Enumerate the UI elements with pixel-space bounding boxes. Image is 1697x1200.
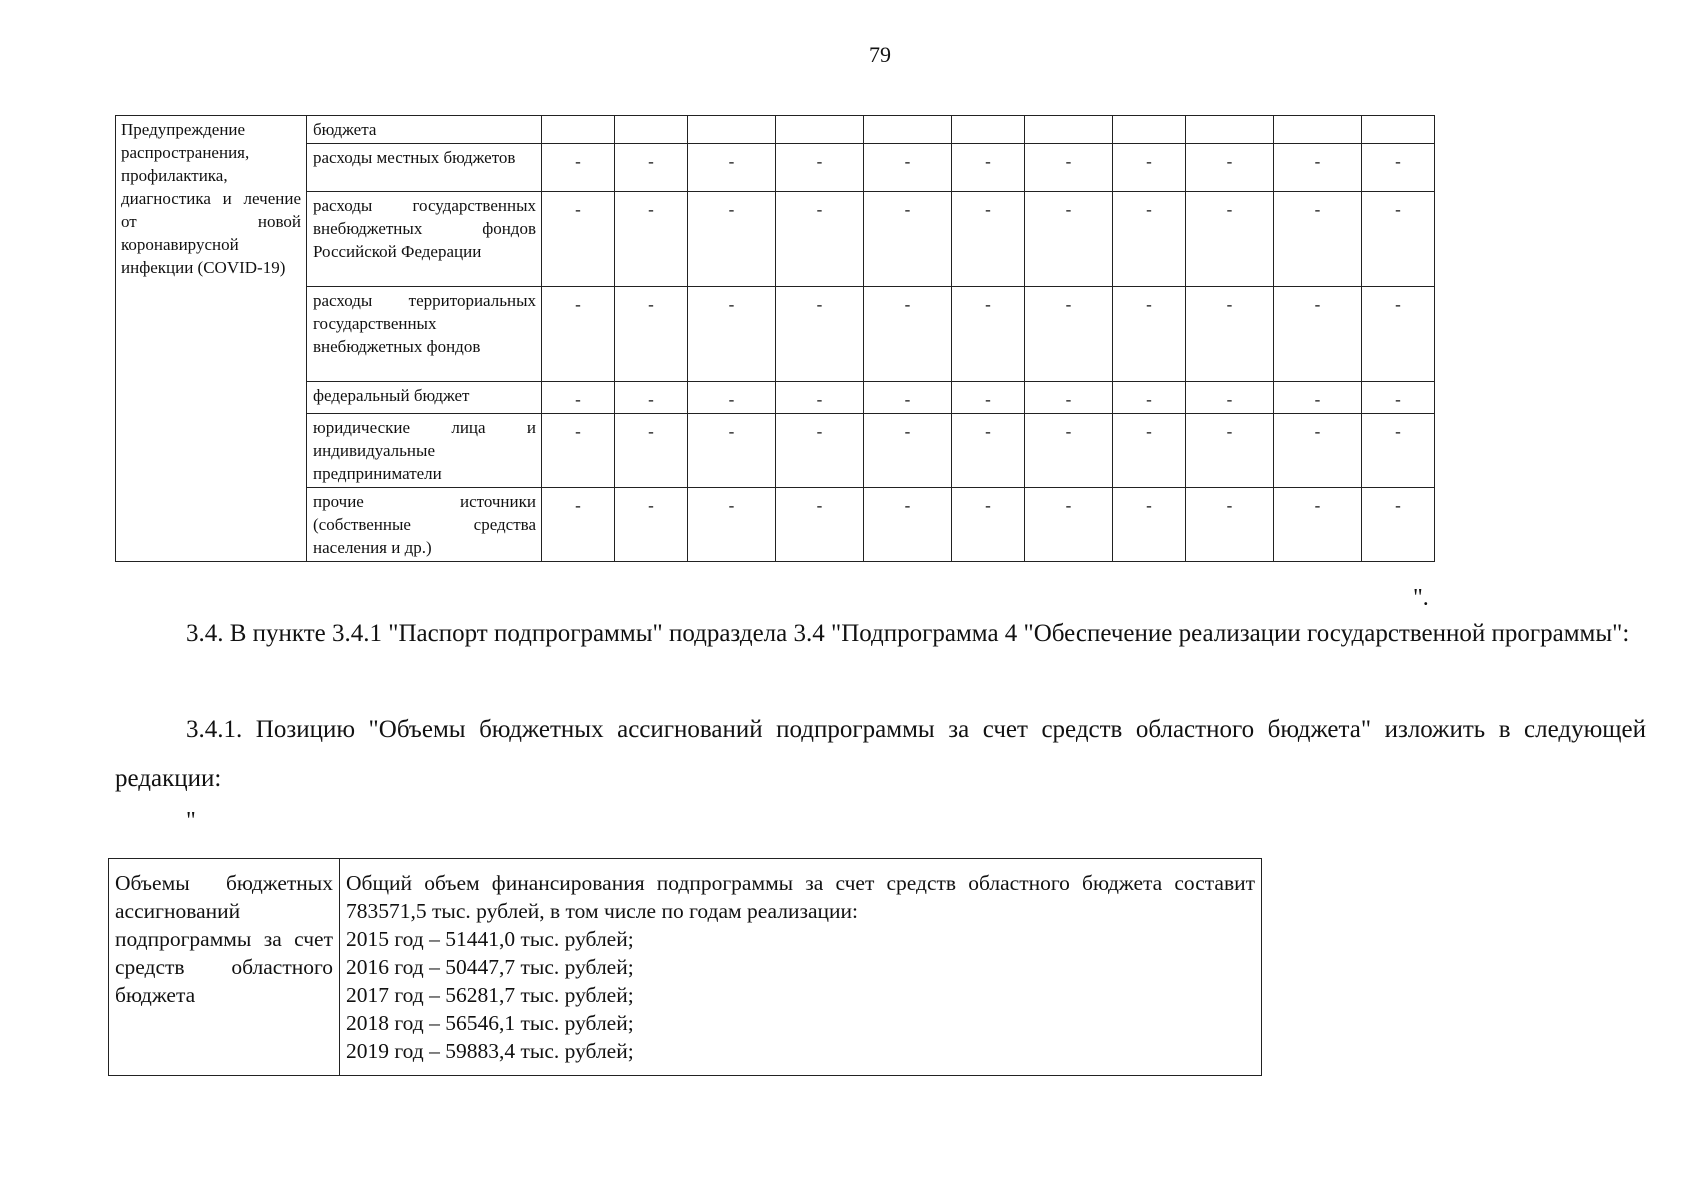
value-cell: - xyxy=(864,144,952,192)
opening-quote: " xyxy=(186,808,196,834)
activity-name-cell: Предупреждение распространения, профилактика, диагностика и лечение от новой коронавирусной инфекции (COVID-19) xyxy=(116,116,307,562)
table-row xyxy=(116,414,1435,488)
funding-source-cell: расходы местных бюджетов xyxy=(307,144,542,192)
value-cell: - xyxy=(615,287,688,382)
value-cell: - xyxy=(688,488,776,562)
table-row xyxy=(116,488,1435,562)
value-cell: - xyxy=(1186,382,1274,414)
value-cell: - xyxy=(1362,287,1435,382)
value-cell: - xyxy=(1362,382,1435,414)
value-cell xyxy=(1025,116,1113,144)
value-cell: - xyxy=(688,414,776,488)
value-cell: - xyxy=(1274,414,1362,488)
value-cell: - xyxy=(1025,488,1113,562)
funding-source-cell: расходы государственных внебюджетных фондов Российской Федерации xyxy=(307,192,542,287)
value-cell: - xyxy=(1113,414,1186,488)
value-cell xyxy=(1113,116,1186,144)
year-allocation-line: 2016 год – 50447,7 тыс. рублей; xyxy=(346,955,634,979)
value-cell: - xyxy=(615,488,688,562)
value-cell xyxy=(776,116,864,144)
paragraph-3-4-1: 3.4.1. Позицию "Объемы бюджетных ассигнований подпрограммы за счет средств областного бюджета" изложить в следующей редакции: xyxy=(115,716,1646,792)
value-cell xyxy=(1362,116,1435,144)
funding-source-cell: расходы территориальных государственных внебюджетных фондов xyxy=(307,287,542,382)
value-cell: - xyxy=(542,287,615,382)
value-cell: - xyxy=(776,287,864,382)
value-cell: - xyxy=(1113,488,1186,562)
value-cell: - xyxy=(952,414,1025,488)
value-cell: - xyxy=(1186,144,1274,192)
value-cell: - xyxy=(1025,144,1113,192)
value-cell: - xyxy=(1362,414,1435,488)
year-allocation-line: 2019 год – 59883,4 тыс. рублей; xyxy=(346,1039,634,1063)
value-cell: - xyxy=(542,144,615,192)
value-cell: - xyxy=(1362,488,1435,562)
value-cell: - xyxy=(1113,192,1186,287)
value-cell: - xyxy=(952,382,1025,414)
value-cell: - xyxy=(1274,382,1362,414)
value-cell: - xyxy=(1025,192,1113,287)
value-cell: - xyxy=(1186,192,1274,287)
value-cell: - xyxy=(776,144,864,192)
value-cell xyxy=(952,116,1025,144)
value-cell: - xyxy=(864,287,952,382)
value-cell xyxy=(615,116,688,144)
allocation-value xyxy=(340,859,1262,1076)
value-cell: - xyxy=(1025,382,1113,414)
value-cell: - xyxy=(1362,192,1435,287)
value-cell: - xyxy=(952,287,1025,382)
budget-allocation-table xyxy=(108,858,1262,1076)
funding-source-cell: прочие источники (собственные средства населения и др.) xyxy=(307,488,542,562)
value-cell: - xyxy=(688,192,776,287)
value-cell: - xyxy=(542,488,615,562)
value-cell: - xyxy=(615,192,688,287)
value-cell xyxy=(1274,116,1362,144)
value-cell: - xyxy=(1362,144,1435,192)
value-cell: - xyxy=(688,287,776,382)
value-cell: - xyxy=(864,192,952,287)
value-cell: - xyxy=(1113,287,1186,382)
value-cell: - xyxy=(952,144,1025,192)
value-cell: - xyxy=(776,414,864,488)
year-allocation-line: 2018 год – 56546,1 тыс. рублей; xyxy=(346,1011,634,1035)
value-cell: - xyxy=(776,382,864,414)
value-cell: - xyxy=(1186,414,1274,488)
value-cell: - xyxy=(1113,382,1186,414)
value-cell: - xyxy=(776,488,864,562)
value-cell: - xyxy=(1113,144,1186,192)
funding-source-cell: федеральный бюджет xyxy=(307,382,542,414)
year-allocation-line: 2017 год – 56281,7 тыс. рублей; xyxy=(346,983,634,1007)
funding-source-cell: юридические лица и индивидуальные предприниматели xyxy=(307,414,542,488)
paragraph-3-4: 3.4. В пункте 3.4.1 "Паспорт подпрограммы" подраздела 3.4 "Подпрограмма 4 "Обеспечение реализации государственной программы": xyxy=(186,620,1630,647)
value-cell: - xyxy=(1025,414,1113,488)
value-cell: - xyxy=(952,192,1025,287)
value-cell: - xyxy=(615,414,688,488)
allocation-label: Объемы бюджетных ассигнований подпрограммы за счет средств областного бюджета xyxy=(109,859,340,1076)
funding-source-cell: бюджета xyxy=(307,116,542,144)
value-cell: - xyxy=(615,144,688,192)
value-cell: - xyxy=(1025,287,1113,382)
table-row xyxy=(116,382,1435,414)
page-number: 79 xyxy=(869,42,891,67)
table-row xyxy=(116,287,1435,382)
table-row xyxy=(116,192,1435,287)
value-cell: - xyxy=(542,382,615,414)
value-cell: - xyxy=(542,192,615,287)
value-cell: - xyxy=(864,488,952,562)
value-cell: - xyxy=(864,414,952,488)
value-cell xyxy=(688,116,776,144)
table-row xyxy=(116,116,1435,144)
value-cell: - xyxy=(688,144,776,192)
value-cell: - xyxy=(776,192,864,287)
value-cell: - xyxy=(1186,488,1274,562)
value-cell: - xyxy=(688,382,776,414)
value-cell xyxy=(542,116,615,144)
value-cell: - xyxy=(615,382,688,414)
value-cell: - xyxy=(1274,192,1362,287)
value-cell: - xyxy=(1274,488,1362,562)
table-row xyxy=(116,144,1435,192)
value-cell: - xyxy=(1186,287,1274,382)
value-cell xyxy=(1186,116,1274,144)
allocation-intro: Общий объем финансирования подпрограммы за счет средств областного бюджета составит 783571,5 тыс. рублей, в том числе по годам реализации: xyxy=(346,871,1255,923)
closing-quote: ". xyxy=(1413,585,1429,611)
value-cell: - xyxy=(1274,287,1362,382)
value-cell: - xyxy=(952,488,1025,562)
value-cell: - xyxy=(542,414,615,488)
year-allocation-line: 2015 год – 51441,0 тыс. рублей; xyxy=(346,927,634,951)
value-cell: - xyxy=(864,382,952,414)
value-cell: - xyxy=(1274,144,1362,192)
value-cell xyxy=(864,116,952,144)
funding-sources-table xyxy=(115,115,1435,562)
